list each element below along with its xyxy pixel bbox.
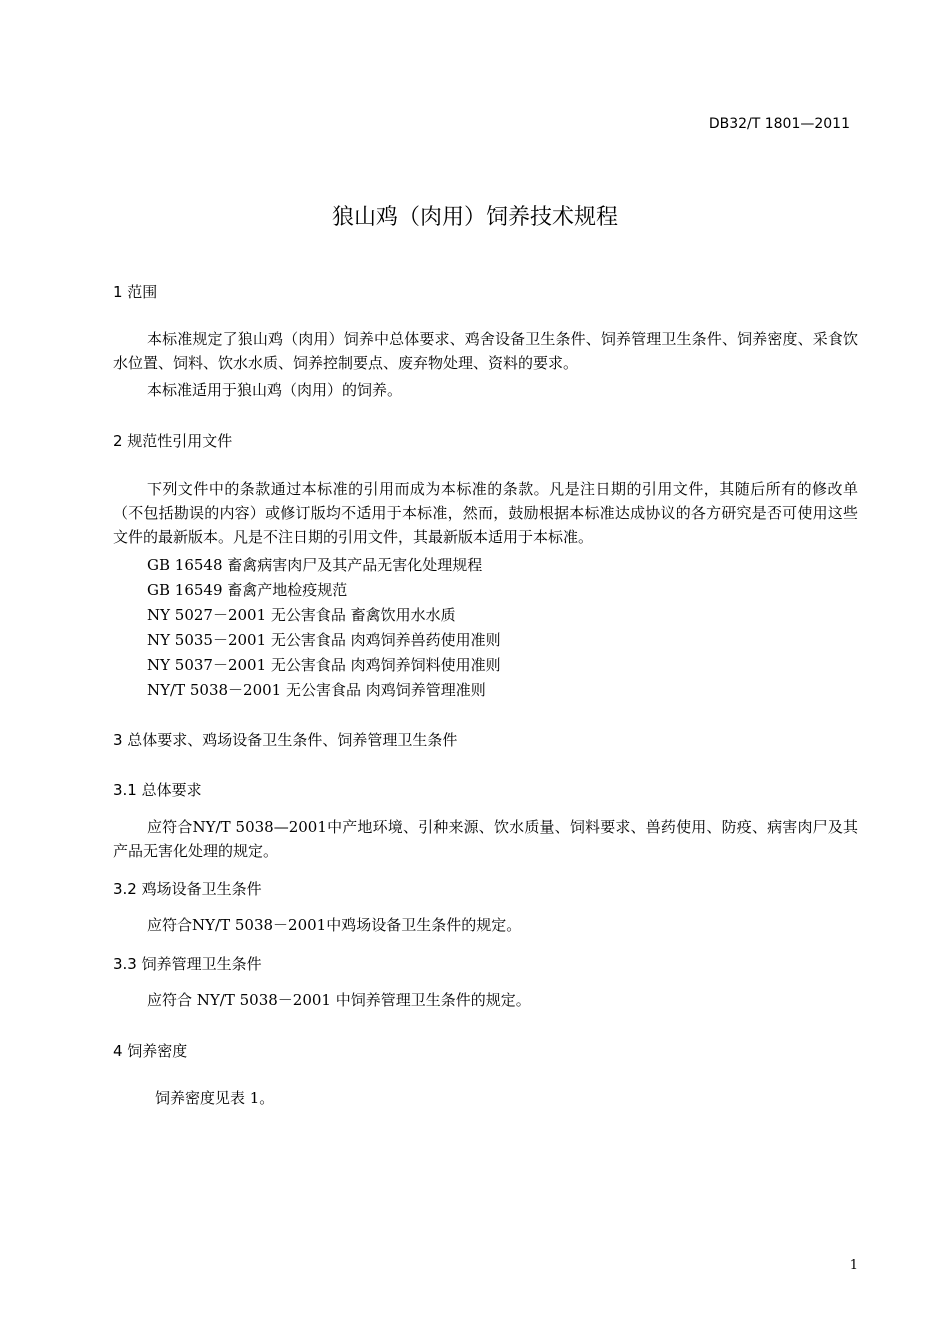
document-title: 狼山鸡（肉用）饲养技术规程 [331,205,618,230]
reference-item: NY 5037－2001 无公害食品 肉鸡饲养饲料使用准则 [147,656,501,674]
page-number: 1 [849,1258,858,1273]
reference-item: GB 16549 畜禽产地检疫规范 [147,581,348,599]
section-1-heading: 1 范围 [113,283,158,301]
section-4-paragraph: 饲养密度见表 1。 [155,1089,275,1107]
reference-item: NY 5027－2001 无公害食品 畜禽饮用水水质 [147,606,456,624]
section-1-paragraph-1: 本标准规定了狼山鸡（肉用）饲养中总体要求、鸡舍设备卫生条件、饲养管理卫生条件、饲养密度、采食饮水位置、饲料、饮水水质、饲养控制要点、废弃物处理、资料的要求。 [113,330,858,372]
section-3-3-paragraph: 应符合 NY/T 5038－2001 中饲养管理卫生条件的规定。 [147,991,531,1009]
section-3-1-paragraph: 应符合NY/T 5038—2001中产地环境、引种来源、饮水质量、饲料要求、兽药使用、防疫、病害肉尸及其产品无害化处理的规定。 [113,818,858,860]
section-4-heading: 4 饲养密度 [113,1042,188,1060]
section-2-heading: 2 规范性引用文件 [113,432,233,450]
reference-item: NY 5035－2001 无公害食品 肉鸡饲养兽药使用准则 [147,631,501,649]
section-3-1-heading: 3.1 总体要求 [113,781,202,799]
section-3-2-paragraph: 应符合NY/T 5038－2001中鸡场设备卫生条件的规定。 [147,916,522,934]
section-3-2-heading: 3.2 鸡场设备卫生条件 [113,880,262,898]
document-code: DB32/T 1801—2011 [708,116,850,132]
section-2-paragraph-1: 下列文件中的条款通过本标准的引用而成为本标准的条款。凡是注日期的引用文件，其随后所有的修改单（不包括勘误的内容）或修订版均不适用于本标准，然而，鼓励根据本标准达成协议的各方研究是否可使用这些文件的最新版本。凡是不注日期的引用文件，其最新版本适用于本标准。 [113,480,858,546]
section-3-heading: 3 总体要求、鸡场设备卫生条件、饲养管理卫生条件 [113,731,458,749]
section-1-paragraph-2: 本标准适用于狼山鸡（肉用）的饲养。 [147,381,403,399]
section-3-3-heading: 3.3 饲养管理卫生条件 [113,955,262,973]
reference-item: NY/T 5038－2001 无公害食品 肉鸡饲养管理准则 [147,681,486,699]
reference-item: GB 16548 畜禽病害肉尸及其产品无害化处理规程 [147,556,483,574]
